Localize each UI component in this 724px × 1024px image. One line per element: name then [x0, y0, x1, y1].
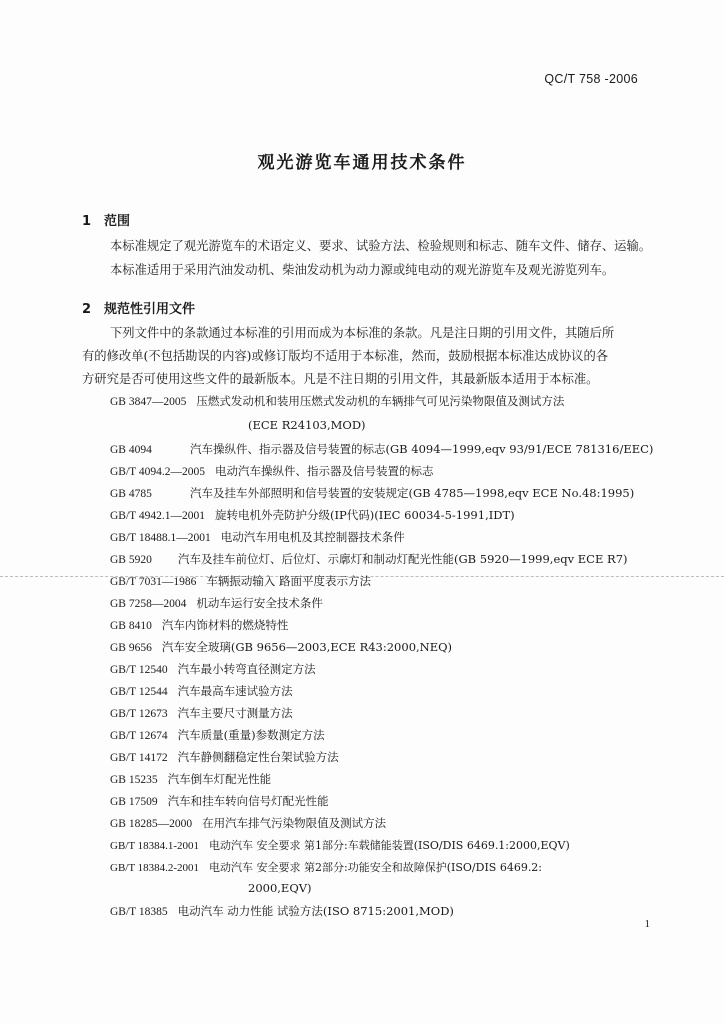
reference-item-continuation — [248, 881, 312, 895]
reference-item — [110, 815, 386, 831]
reference-title: 电动汽车 安全要求 第1部分:车载储能装置(ISO/DIS 6469.1:2000,EQV) — [209, 839, 570, 852]
reference-item — [110, 837, 570, 853]
reference-title: 汽车静侧翻稳定性台架试验方法 — [177, 750, 339, 764]
reference-code: GB/T 18385 — [110, 906, 168, 918]
reference-code: GB/T 12544 — [110, 686, 168, 698]
reference-item — [110, 463, 434, 479]
section-number: 2 — [82, 302, 92, 317]
reference-item — [110, 617, 288, 633]
reference-title: 压燃式发动机和装用压燃式发动机的车辆排气可见污染物限值及测试方法 — [196, 394, 565, 408]
reference-code: GB/T 12540 — [110, 664, 168, 676]
reference-title: 汽车及挂车外部照明和信号装置的安装规定(GB 4785—1998,eqv ECE No.48:1995) — [190, 486, 635, 500]
reference-code: GB/T 18384.1-2001 — [110, 840, 200, 852]
reference-code: GB/T 12673 — [110, 708, 168, 720]
reference-title: 车辆振动输入 路面平度表示方法 — [206, 574, 372, 588]
reference-code: GB 5920 — [110, 554, 152, 566]
reference-item — [110, 507, 515, 523]
reference-title: 汽车内饰材料的燃烧特性 — [161, 618, 289, 632]
section-title: 规范性引用文件 — [104, 302, 196, 317]
reference-item — [110, 529, 405, 545]
section-1-heading — [82, 210, 130, 229]
reference-title: 汽车质量(重量)参数测定方法 — [177, 728, 325, 742]
reference-item — [110, 661, 316, 677]
reference-title: 汽车和挂车转向信号灯配光性能 — [167, 794, 329, 808]
reference-code: GB 3847—2005 — [110, 396, 187, 408]
reference-item — [110, 749, 339, 765]
reference-code: GB/T 7031—1986 — [110, 576, 197, 588]
reference-title: 汽车倒车灯配光性能 — [167, 772, 272, 786]
reference-title: 电动汽车 动力性能 试验方法(ISO 8715:2001,MOD) — [177, 904, 454, 918]
reference-item — [110, 727, 325, 743]
reference-item — [110, 705, 293, 721]
reference-code: GB 4094 — [110, 444, 152, 456]
reference-code: GB/T 18384.2-2001 — [110, 862, 200, 874]
reference-title: 旋转电机外壳防护分级(IP代码)(IEC 60034-5-1991,IDT) — [215, 508, 515, 522]
reference-item — [110, 771, 271, 787]
reference-title: (ECE R24103,MOD) — [248, 418, 366, 432]
reference-title: 汽车操纵件、指示器及信号装置的标志(GB 4094—1999,eqv 93/91/ECE 781316/EEC) — [190, 442, 654, 456]
reference-code: GB/T 12674 — [110, 730, 168, 742]
reference-item — [110, 551, 628, 567]
reference-item — [110, 683, 293, 699]
paragraph: 方研究是否可使用这些文件的最新版本。凡是不注日期的引用文件，其最新版本适用于本标准。 — [82, 372, 599, 386]
reference-item — [110, 441, 653, 457]
reference-item — [110, 793, 329, 809]
reference-code: GB 7258—2004 — [110, 598, 187, 610]
reference-title: 机动车运行安全技术条件 — [196, 596, 323, 610]
reference-item — [110, 859, 542, 875]
reference-code: GB 8410 — [110, 620, 152, 632]
reference-code: GB 4785 — [110, 488, 152, 500]
reference-title: 2000,EQV) — [248, 881, 312, 895]
paragraph: 本标准适用于采用汽油发动机、柴油发动机为动力源或纯电动的观光游览车及观光游览列车。 — [110, 263, 615, 277]
reference-item — [110, 639, 452, 655]
reference-code: GB/T 14172 — [110, 752, 168, 764]
reference-item — [110, 595, 323, 611]
section-number: 1 — [82, 214, 92, 229]
reference-title: 汽车主要尺寸测量方法 — [177, 706, 293, 720]
reference-code: GB 17509 — [110, 796, 158, 808]
standard-id: QC/T 758 -2006 — [544, 72, 638, 86]
reference-title: 电动汽车操纵件、指示器及信号装置的标志 — [215, 464, 434, 478]
page-number: 1 — [644, 918, 650, 930]
reference-code: GB/T 4094.2—2005 — [110, 466, 205, 478]
reference-title: 汽车最高车速试验方法 — [177, 684, 293, 698]
paragraph: 下列文件中的条款通过本标准的引用而成为本标准的条款。凡是注日期的引用文件，其随后所 — [110, 326, 615, 340]
reference-title: 电动汽车 安全要求 第2部分:功能安全和故障保护(ISO/DIS 6469.2: — [209, 861, 543, 874]
reference-title: 电动汽车用电机及其控制器技术条件 — [220, 530, 405, 544]
reference-item — [110, 573, 371, 589]
paragraph: 有的修改单(不包括勘误的内容)或修订版均不适用于本标准，然而，鼓励根据本标准达成协议的各 — [82, 349, 609, 363]
document-title: 观光游览车通用技术条件 — [257, 153, 467, 173]
reference-item — [110, 485, 634, 501]
reference-item — [110, 903, 454, 919]
reference-code: GB/T 18488.1—2001 — [110, 532, 211, 544]
reference-title: 汽车安全玻璃(GB 9656—2003,ECE R43:2000,NEQ) — [161, 640, 453, 654]
section-title: 范围 — [104, 214, 131, 229]
paragraph: 本标准规定了观光游览车的术语定义、要求、试验方法、检验规则和标志、随车文件、储存、运输。 — [110, 239, 652, 253]
reference-title: 汽车最小转弯直径测定方法 — [177, 662, 316, 676]
reference-title: 汽车及挂车前位灯、后位灯、示廓灯和制动灯配光性能(GB 5920—1999,eqv ECE R7) — [178, 552, 628, 566]
reference-code: GB 18285—2000 — [110, 818, 193, 830]
reference-item-continuation — [248, 418, 366, 432]
reference-code: GB 15235 — [110, 774, 158, 786]
reference-code: GB 9656 — [110, 642, 152, 654]
section-2-heading — [82, 298, 195, 317]
reference-code: GB/T 4942.1—2001 — [110, 510, 205, 522]
reference-title: 在用汽车排气污染物限值及测试方法 — [202, 816, 387, 830]
reference-item — [110, 393, 564, 409]
